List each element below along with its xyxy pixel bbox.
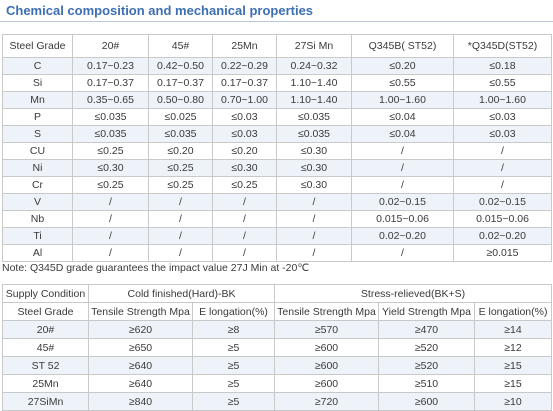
table-cell: / bbox=[213, 211, 277, 228]
column-header: Steel Grade bbox=[3, 35, 73, 58]
column-header: Tensile Strength Mpa bbox=[89, 303, 193, 321]
column-header: Yield Strength Mpa bbox=[379, 303, 475, 321]
element-label: Ni bbox=[3, 160, 73, 177]
cold-finished-header: Cold finished(Hard)-BK bbox=[89, 285, 275, 303]
element-label: S bbox=[3, 126, 73, 143]
column-header: Q345B( ST52) bbox=[352, 35, 454, 58]
steel-grade-label: 45# bbox=[3, 339, 89, 357]
table-cell: ≤0.03 bbox=[454, 109, 552, 126]
table-cell: 0.24~0.32 bbox=[277, 58, 352, 75]
table-cell: ≤0.25 bbox=[73, 177, 149, 194]
table-cell: 0.17~0.37 bbox=[149, 75, 213, 92]
table-row bbox=[3, 321, 552, 339]
table-cell: / bbox=[73, 211, 149, 228]
stress-relieved-header: Stress-relieved(BK+S) bbox=[275, 285, 552, 303]
element-label: V bbox=[3, 194, 73, 211]
table-row bbox=[3, 109, 552, 126]
page-title: Chemical composition and mechanical properties bbox=[6, 3, 314, 18]
table-cell: 0.35~0.65 bbox=[73, 92, 149, 109]
column-header: Steel Grade bbox=[3, 303, 89, 321]
table-cell: 0.17~0.37 bbox=[213, 75, 277, 92]
table-cell: ≥5 bbox=[193, 375, 275, 393]
table-cell: ≥600 bbox=[275, 375, 379, 393]
table-cell: ≤0.03 bbox=[454, 126, 552, 143]
column-header: E longation(%) bbox=[475, 303, 552, 321]
table-cell: 0.02~0.20 bbox=[454, 228, 552, 245]
table-cell: 0.50~0.80 bbox=[149, 92, 213, 109]
table-cell: ≤0.55 bbox=[454, 75, 552, 92]
group-header-row bbox=[3, 285, 552, 303]
column-header: *Q345D(ST52) bbox=[454, 35, 552, 58]
table-cell: 0.42~0.50 bbox=[149, 58, 213, 75]
table-cell: ≥650 bbox=[89, 339, 193, 357]
table-cell: ≥14 bbox=[475, 321, 552, 339]
table-cell: ≤0.035 bbox=[277, 126, 352, 143]
table-cell: ≤0.035 bbox=[73, 126, 149, 143]
table-cell: ≤0.20 bbox=[213, 143, 277, 160]
steel-grade-label: 25Mn bbox=[3, 375, 89, 393]
table-cell: ≥15 bbox=[475, 357, 552, 375]
table-cell: ≤0.25 bbox=[149, 160, 213, 177]
table-row bbox=[3, 228, 552, 245]
table-cell: / bbox=[454, 143, 552, 160]
table-cell: ≤0.25 bbox=[149, 177, 213, 194]
table-cell: ≥10 bbox=[475, 393, 552, 411]
table-row bbox=[3, 160, 552, 177]
table-cell: ≥5 bbox=[193, 339, 275, 357]
table-cell: ≤0.035 bbox=[277, 109, 352, 126]
table-cell: 0.02~0.15 bbox=[454, 194, 552, 211]
table-cell: 0.02~0.15 bbox=[352, 194, 454, 211]
table-cell: / bbox=[277, 228, 352, 245]
table-cell: ≤0.20 bbox=[149, 143, 213, 160]
table-row bbox=[3, 357, 552, 375]
table-cell: ≥640 bbox=[89, 375, 193, 393]
table-row bbox=[3, 211, 552, 228]
table-cell: ≤0.03 bbox=[213, 126, 277, 143]
table-cell: / bbox=[352, 160, 454, 177]
table-cell: 1.10~1.40 bbox=[277, 75, 352, 92]
table-cell: ≥640 bbox=[89, 357, 193, 375]
table-cell: / bbox=[352, 177, 454, 194]
column-header: Tensile Strength Mpa bbox=[275, 303, 379, 321]
table-cell: / bbox=[213, 228, 277, 245]
table-cell: ≥12 bbox=[475, 339, 552, 357]
table-row bbox=[3, 126, 552, 143]
table-cell: ≤0.55 bbox=[352, 75, 454, 92]
table-cell: ≤0.03 bbox=[213, 109, 277, 126]
table-cell: ≤0.18 bbox=[454, 58, 552, 75]
table-cell: ≤0.30 bbox=[277, 160, 352, 177]
table-cell: ≤0.30 bbox=[73, 160, 149, 177]
table-cell: ≤0.30 bbox=[277, 143, 352, 160]
table-cell: 0.17~0.23 bbox=[73, 58, 149, 75]
table-cell: ≤0.30 bbox=[277, 177, 352, 194]
title-divider bbox=[0, 21, 553, 22]
table-row bbox=[3, 339, 552, 357]
table-cell: 1.00~1.60 bbox=[352, 92, 454, 109]
table-cell: ≤0.04 bbox=[352, 126, 454, 143]
element-label: Ti bbox=[3, 228, 73, 245]
element-label: P bbox=[3, 109, 73, 126]
table-row bbox=[3, 177, 552, 194]
table-cell: 0.17~0.37 bbox=[73, 75, 149, 92]
mechanical-properties-table bbox=[2, 284, 552, 411]
table-cell: ≥600 bbox=[275, 357, 379, 375]
element-label: C bbox=[3, 58, 73, 75]
element-label: Cr bbox=[3, 177, 73, 194]
impact-note: Note: Q345D grade guarantees the impact value 27J Min at -20℃ bbox=[2, 262, 310, 274]
table-row bbox=[3, 92, 552, 109]
table-row bbox=[3, 58, 552, 75]
table-cell: 0.70~1.00 bbox=[213, 92, 277, 109]
supply-condition-header: Supply Condition bbox=[3, 285, 89, 303]
steel-grade-label: 20# bbox=[3, 321, 89, 339]
table-cell: / bbox=[149, 211, 213, 228]
element-label: CU bbox=[3, 143, 73, 160]
table-row bbox=[3, 375, 552, 393]
table-cell: / bbox=[73, 228, 149, 245]
element-label: Si bbox=[3, 75, 73, 92]
table-cell: / bbox=[277, 194, 352, 211]
element-label: Al bbox=[3, 245, 73, 262]
table-cell: ≥5 bbox=[193, 393, 275, 411]
header-row bbox=[3, 303, 552, 321]
table-cell: / bbox=[149, 245, 213, 262]
table-cell: / bbox=[213, 245, 277, 262]
table-cell: / bbox=[352, 245, 454, 262]
table-cell: ≤0.025 bbox=[149, 109, 213, 126]
table-cell: 0.015~0.06 bbox=[352, 211, 454, 228]
table-cell: / bbox=[454, 177, 552, 194]
table-cell: ≤0.035 bbox=[73, 109, 149, 126]
element-label: Nb bbox=[3, 211, 73, 228]
steel-grade-label: ST 52 bbox=[3, 357, 89, 375]
table-cell: ≥570 bbox=[275, 321, 379, 339]
table-cell: ≤0.25 bbox=[213, 177, 277, 194]
table-cell: 0.015~0.06 bbox=[454, 211, 552, 228]
table-row bbox=[3, 75, 552, 92]
table-cell: / bbox=[149, 194, 213, 211]
column-header: 25Mn bbox=[213, 35, 277, 58]
column-header: E longation(%) bbox=[193, 303, 275, 321]
table-cell: / bbox=[213, 194, 277, 211]
element-label: Mn bbox=[3, 92, 73, 109]
table-cell: ≤0.30 bbox=[213, 160, 277, 177]
table-cell: ≥15 bbox=[475, 375, 552, 393]
column-header: 27Si Mn bbox=[277, 35, 352, 58]
table-cell: ≥510 bbox=[379, 375, 475, 393]
table-cell: 1.10~1.40 bbox=[277, 92, 352, 109]
table-cell: ≥520 bbox=[379, 339, 475, 357]
table-cell: / bbox=[454, 160, 552, 177]
table-cell: ≥8 bbox=[193, 321, 275, 339]
table-cell: ≤0.20 bbox=[352, 58, 454, 75]
table-cell: / bbox=[277, 245, 352, 262]
table-cell: ≤0.25 bbox=[73, 143, 149, 160]
table-cell: ≥620 bbox=[89, 321, 193, 339]
table-cell: ≤0.035 bbox=[149, 126, 213, 143]
column-header: 20# bbox=[73, 35, 149, 58]
table-cell: ≥520 bbox=[379, 357, 475, 375]
table-cell: / bbox=[277, 211, 352, 228]
table-cell: ≥5 bbox=[193, 357, 275, 375]
table-cell: / bbox=[352, 143, 454, 160]
table-cell: ≥600 bbox=[379, 393, 475, 411]
table-cell: 0.02~0.20 bbox=[352, 228, 454, 245]
table-row bbox=[3, 143, 552, 160]
table-cell: ≥0.015 bbox=[454, 245, 552, 262]
table-cell: / bbox=[73, 194, 149, 211]
table-cell: ≤0.04 bbox=[352, 109, 454, 126]
table-cell: 0.22~0.29 bbox=[213, 58, 277, 75]
header-row bbox=[3, 35, 552, 58]
table-cell: 1.00~1.60 bbox=[454, 92, 552, 109]
table-cell: ≥600 bbox=[275, 339, 379, 357]
table-cell: ≥840 bbox=[89, 393, 193, 411]
chemical-composition-table bbox=[2, 34, 552, 262]
steel-grade-label: 27SiMn bbox=[3, 393, 89, 411]
table-cell: ≥470 bbox=[379, 321, 475, 339]
table-row bbox=[3, 194, 552, 211]
column-header: 45# bbox=[149, 35, 213, 58]
table-row bbox=[3, 393, 552, 411]
table-cell: ≥720 bbox=[275, 393, 379, 411]
table-cell: / bbox=[73, 245, 149, 262]
table-row bbox=[3, 245, 552, 262]
table-cell: / bbox=[149, 228, 213, 245]
